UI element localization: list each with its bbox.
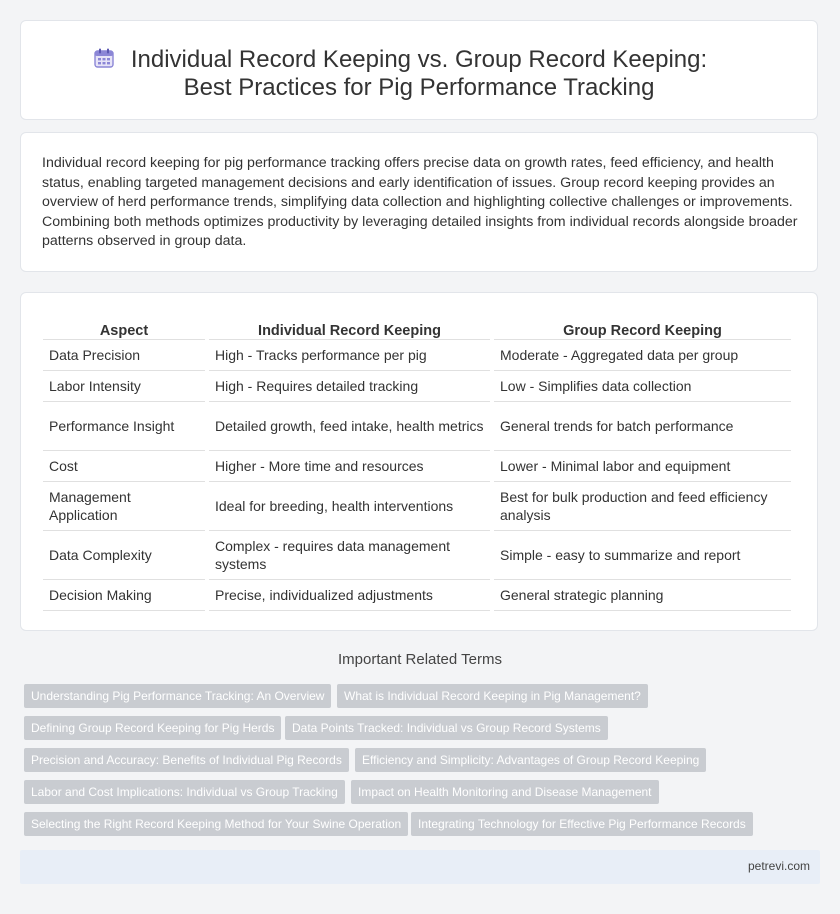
intro-card	[20, 132, 818, 272]
table-cell: Best for bulk production and feed efficiency analysis	[494, 482, 791, 531]
table-cell: Management Application	[43, 482, 205, 531]
table-row	[43, 402, 791, 451]
table-cell: Detailed growth, feed intake, health metrics	[209, 402, 490, 451]
table-row	[43, 371, 791, 402]
intro-paragraph: Individual record keeping for pig performance tracking offers precise data on growth rates, feed efficiency, and health status, enabling targeted management decisions and early identification of issues. Group record keeping provides an overview of herd performance trends, simplifying data collection and highlighting collective challenges or improvements. Combining both methods optimizes productivity by leveraging detailed insights from individual records alongside broader patterns observed in group data.	[42, 155, 798, 250]
related-term-link[interactable]: Efficiency and Simplicity: Advantages of Group Record Keeping	[355, 748, 706, 772]
table-cell: High - Requires detailed tracking	[209, 371, 490, 402]
table-row	[43, 340, 791, 371]
table-header-aspect: Aspect	[43, 315, 205, 340]
related-term-link[interactable]: What is Individual Record Keeping in Pig Management?	[337, 684, 648, 708]
table-cell: Ideal for breeding, health interventions	[209, 482, 490, 531]
table-cell: Lower - Minimal labor and equipment	[494, 451, 791, 482]
table-cell: General trends for batch performance	[494, 402, 791, 451]
table-row	[43, 580, 791, 611]
title-card	[20, 20, 818, 120]
related-term-link[interactable]: Selecting the Right Record Keeping Method for Your Swine Operation	[24, 812, 408, 836]
table-cell: General strategic planning	[494, 580, 791, 611]
footer-site-link[interactable]: petrevi.com	[747, 859, 810, 873]
table-cell: Complex - requires data management systems	[209, 531, 490, 580]
table-row	[43, 451, 791, 482]
table-cell: Data Precision	[43, 340, 205, 371]
related-term-link[interactable]: Precision and Accuracy: Benefits of Individual Pig Records	[24, 748, 349, 772]
related-terms-title: Important Related Terms	[338, 651, 502, 668]
comparison-table-card	[20, 292, 818, 631]
table-cell: Simple - easy to summarize and report	[494, 531, 791, 580]
table-row	[43, 482, 791, 531]
table-cell: Precise, individualized adjustments	[209, 580, 490, 611]
related-term-link[interactable]: Data Points Tracked: Individual vs Group Record Systems	[285, 716, 608, 740]
related-term-link[interactable]: Integrating Technology for Effective Pig Performance Records	[411, 812, 753, 836]
related-term-link[interactable]: Labor and Cost Implications: Individual vs Group Tracking	[24, 780, 345, 804]
table-header-individual: Individual Record Keeping	[209, 315, 490, 340]
table-cell: Cost	[43, 451, 205, 482]
page-title: Individual Record Keeping vs. Group Record Keeping: Best Practices for Pig Performance Tracking	[130, 46, 708, 101]
table-cell: Data Complexity	[43, 531, 205, 580]
table-cell: Decision Making	[43, 580, 205, 611]
related-term-link[interactable]: Defining Group Record Keeping for Pig Herds	[24, 716, 281, 740]
table-cell: Moderate - Aggregated data per group	[494, 340, 791, 371]
table-cell: Higher - More time and resources	[209, 451, 490, 482]
table-cell: Performance Insight	[43, 402, 205, 451]
comparison-table	[39, 315, 795, 611]
related-term-link[interactable]: Understanding Pig Performance Tracking: An Overview	[24, 684, 331, 708]
table-cell: Low - Simplifies data collection	[494, 371, 791, 402]
table-cell: High - Tracks performance per pig	[209, 340, 490, 371]
table-row	[43, 531, 791, 580]
related-term-link[interactable]: Impact on Health Monitoring and Disease Management	[351, 780, 659, 804]
table-cell: Labor Intensity	[43, 371, 205, 402]
table-header-group: Group Record Keeping	[494, 315, 791, 340]
footer-bar	[20, 850, 820, 884]
